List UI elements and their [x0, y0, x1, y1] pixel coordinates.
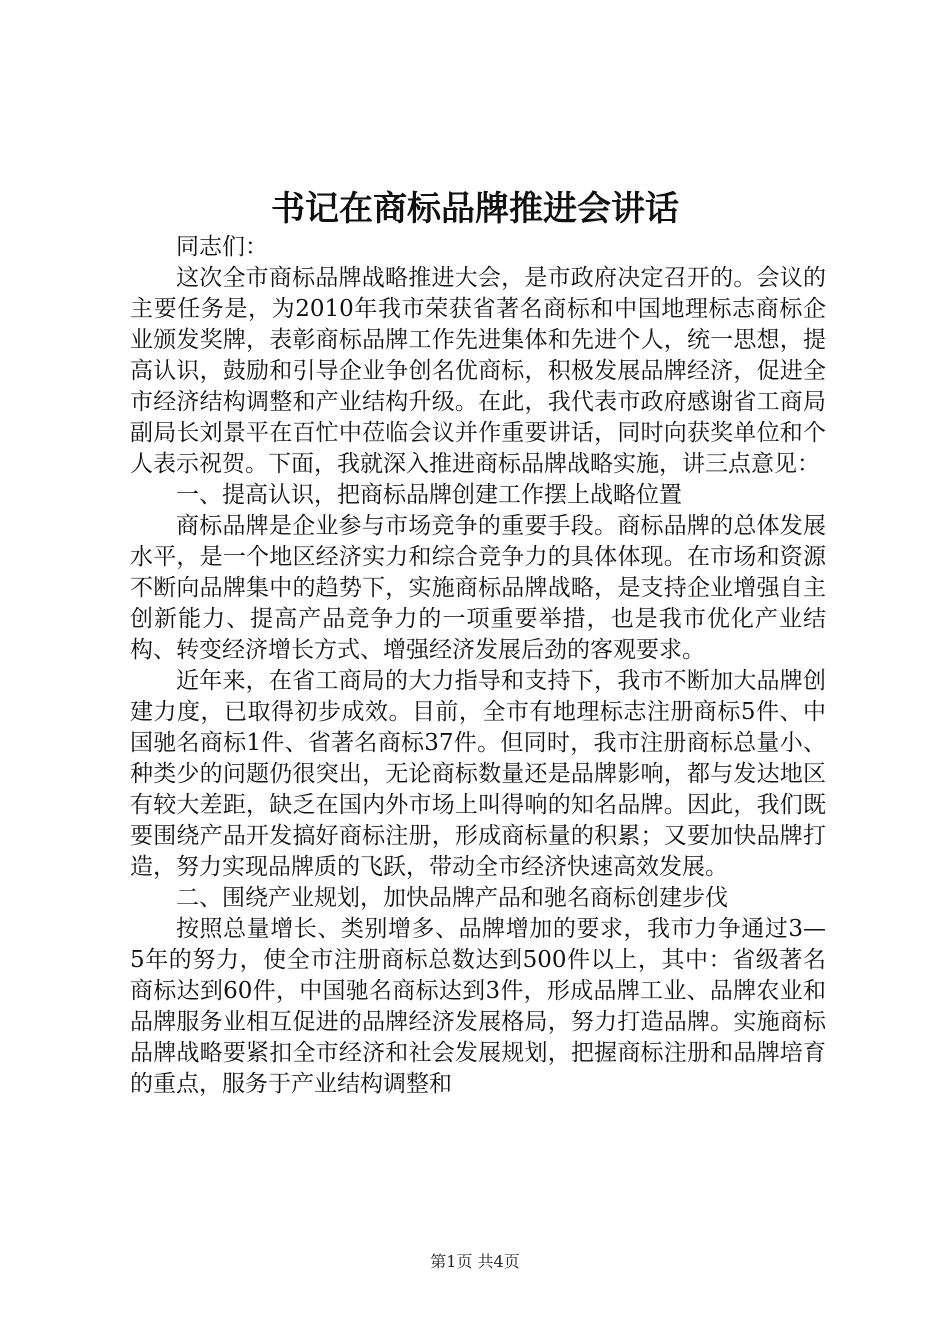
document-body: [130, 232, 826, 1100]
paragraph-intro: 这次全市商标品牌战略推进大会，是市政府决定召开的。会议的主要任务是，为2010年我市荣获省著名商标和中国地理标志商标企业颁发奖牌，表彰商标品牌工作先进集体和先进个人，统一思想，提高认识，鼓励和引导企业争创名优商标，积极发展品牌经济，促进全市经济结构调整和产业结构升级。在此，我代表市政府感谢省工商局副局长刘景平在百忙中莅临会议并作重要讲话，同时向获奖单位和个人表示祝贺。下面，我就深入推进商标品牌战略实施，讲三点意见：: [130, 265, 826, 477]
paragraph-targets: 按照总量增长、类别增多、品牌增加的要求，我市力争通过3—5年的努力，使全市注册商标总数达到500件以上，其中：省级著名商标达到60件，中国驰名商标达到3件，形成品牌工业、品牌农业和品牌服务业相互促进的品牌经济发展格局，努力打造品牌。实施商标品牌战略要紧扣全市经济和社会发展规划，把握商标注册和品牌培育的重点，服务于产业结构调整和: [130, 916, 826, 1097]
paragraph-recent-progress: 近年来，在省工商局的大力指导和支持下，我市不断加大品牌创建力度，已取得初步成效。目前，全市有地理标志注册商标5件、中国驰名商标1件、省著名商标37件。但同时，我市注册商标总量小、种类少的问题仍很突出，无论商标数量还是品牌影响，都与发达地区有较大差距，缺乏在国内外市场上叫得响的知名品牌。因此，我们既要围绕产品开发搞好商标注册，形成商标量的积累；又要加快品牌打造，努力实现品牌质的飞跃，带动全市经济快速高效发展。: [130, 668, 826, 880]
salutation: 同志们：: [176, 234, 268, 260]
document-title: 书记在商标品牌推进会讲话: [271, 189, 679, 229]
paragraph-brand-importance: 商标品牌是企业参与市场竞争的重要手段。商标品牌的总体发展水平，是一个地区经济实力和综合竞争力的具体体现。在市场和资源不断向品牌集中的趋势下，实施商标品牌战略，是支持企业增强自主创新能力、提高产品竞争力的一项重要举措，也是我市优化产业结构、转变经济增长方式、增强经济发展后劲的客观要求。: [130, 513, 826, 663]
section-heading-2: 二、围绕产业规划，加快品牌产品和驰名商标创建步伐: [176, 885, 728, 911]
section-heading-1: 一、提高认识，把商标品牌创建工作摆上战略位置: [176, 482, 682, 508]
page-number-footer: 第1页 共4页: [430, 1252, 520, 1271]
